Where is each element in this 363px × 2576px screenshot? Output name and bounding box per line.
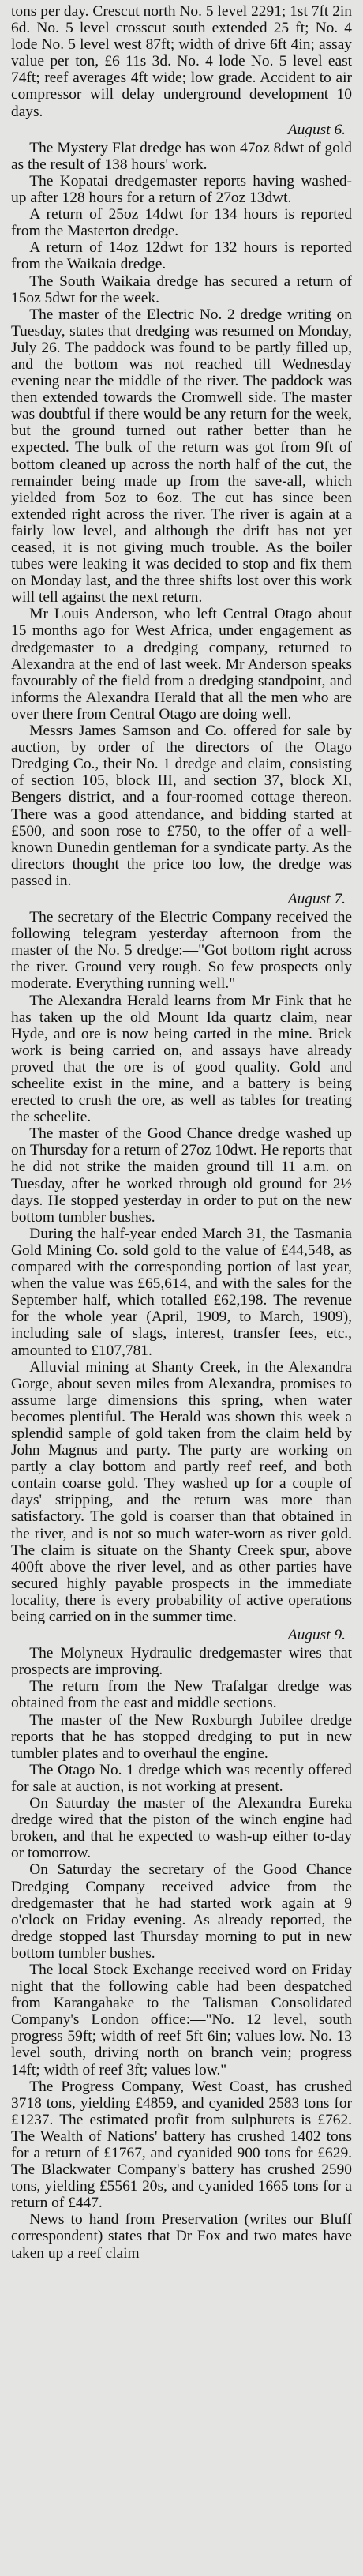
- news-paragraph: The Progress Company, West Coast, has crushed 3718 tons, yielding £4859, and cyanided 2583 tons for £1237. The estimated profit from sulphurets is £762. The Wealth of Nations' battery has crushed 1402 tons for a return of £1767, and cyanided 900 tons for £629. The Blackwater Company's battery has crushed 2590 tons, yielding £5561 20s, and cyanided 1665 tons for a return of £447.: [11, 2078, 352, 2212]
- news-paragraph: The Molyneux Hydraulic dredgemaster wires that prospects are improving.: [11, 1645, 352, 1679]
- dateline: August 7.: [287, 890, 346, 907]
- section-august-6: [11, 122, 352, 889]
- opening-paragraph: tons per day. Crescut north No. 5 level 2291; 1st 7ft 2in 6d. No. 5 level crosscut south extended 25 ft; No. 4 lode No. 5 level west 87ft; width of drive 6ft 4in; assay value per ton, £6 11s 3d. No. 4 lode No. 5 level east 74ft; reef averages 4ft wide; low grade. Accident to air compressor will delay underground development 10 days.: [11, 3, 352, 120]
- news-paragraph: The Mystery Flat dredge has won 47oz 8dwt of gold as the result of 138 hours' work.: [11, 139, 352, 173]
- news-paragraph: A return of 25oz 14dwt for 134 hours is reported from the Masterton dredge.: [11, 206, 352, 240]
- news-paragraph: Alluvial mining at Shanty Creek, in the Alexandra Gorge, about seven miles from Alexandra, promises to assume large dimensions this spring, when water becomes plentiful. The Herald was shown this week a splendid sample of gold taken from the claim held by John Magnus and party. The party are working on partly a clay bottom and partly reef reef, and both contain coarse gold. They washed up for a couple of days' stripping, and the return was more than satisfactory. The gold is coarser than that obtained in the river, and is not so much water-worn as river gold. The claim is situate on the Shanty Creek spur, above 400ft above the river level, and as other parties have secured highly payable prospects in the immediate locality, there is every probability of active operations being carried on in the summer time.: [11, 1358, 352, 1625]
- news-paragraph: Messrs James Samson and Co. offered for sale by auction, by order of the directors of the Otago Dredging Co., their No. 1 dredge and claim, consisting of section 105, block III, and section 37, block XI, Bengers district, and a four-roomed cottage thereon. There was a good attendance, and bidding started at £500, and soon rose to £750, to the offer of a well-known Dunedin gentleman for a syndicate party. As the directors thought the price too low, the dredge was passed in.: [11, 723, 352, 889]
- section-august-7: [11, 891, 352, 1625]
- news-paragraph: The master of the Good Chance dredge washed up on Thursday for a return of 27oz 10dwt. He reports that he did not strike the maiden ground till 11 a.m. on Tuesday, after he worked through old ground for 2½ days. He stopped yesterday in order to put on the new bottom tumbler bushes.: [11, 1125, 352, 1226]
- news-paragraph: The secretary of the Electric Company received the following telegram yesterday afternoon from the master of the No. 5 dredge:—"Got bottom right across the river. Ground very rough. So few prospects only moderate. Everything running well.": [11, 909, 352, 993]
- dateline: August 9.: [287, 1627, 346, 1644]
- news-paragraph: During the half-year ended March 31, the Tasmania Gold Mining Co. sold gold to the value of £44,548, as compared with the corresponding portion of last year, when the value was £65,614, and with the sales for the September half, which totalled £62,198. The revenue for the whole year (April, 1909, to March, 1909), including sale of slags, interest, transfer fees, etc., amounted to £107,781.: [11, 1225, 352, 1359]
- news-paragraph: The Otago No. 1 dredge which was recently offered for sale at auction, is not working at present.: [11, 1761, 352, 1795]
- news-paragraph: The Alexandra Herald learns from Mr Fink that he has taken up the old Mount Ida quartz claim, near Hyde, and ore is now being carted in the mine. Brick work is being carried on, and assays have already proved that the ore is of good quality. Gold and scheelite exist in the mine, and a battery is being erected to crush the ore, as well as tables for treating the scheelite.: [11, 992, 352, 1126]
- news-paragraph: On Saturday the master of the Alexandra Eureka dredge wired that the piston of the winch engine had broken, and that he expected to wash-up either to-day or tomorrow.: [11, 1795, 352, 1862]
- dateline: August 6.: [287, 121, 346, 138]
- news-paragraph: Mr Louis Anderson, who left Central Otago about 15 months ago for West Africa, under engagement as dredgemaster to a dredging company, returned to Alexandra at the end of last week. Mr Anderson speaks favourably of the field from a dredging standpoint, and informs the Alexandra Herald that all the men who are over there from Central Otago are doing well.: [11, 606, 352, 723]
- news-paragraph: The South Waikaia dredge has secured a return of 15oz 5dwt for the week.: [11, 272, 352, 306]
- news-paragraph: The return from the New Trafalgar dredge was obtained from the east and middle sections.: [11, 1678, 352, 1712]
- news-paragraph: The Kopatai dredgemaster reports having washed-up after 128 hours for a return of 27oz 13dwt.: [11, 172, 352, 207]
- news-paragraph: The local Stock Exchange received word on Friday night that the following cable had been despatched from Karangahake to the Talisman Consolidated Company's London office:—"No. 12 level, south progress 59ft; width of reef 5ft 6in; values low. No. 13 level south, driving north on branch vein; progress 14ft; width of reef 3ft; values low.": [11, 1961, 352, 2078]
- news-paragraph: The master of the Electric No. 2 dredge writing on Tuesday, states that dredging was resumed on Monday, July 26. The paddock was found to be partly filled up, and the bottom was not reached till Wednesday evening near the middle of the river. The paddock was then extended towards the Cromwell side. The master was doubtful if there would be any return for the week, but the ground turned out rather better than he expected. The bulk of the return was got from 9ft of bottom cleaned up across the north half of the cut, the remainder being made up from the save-all, which yielded from 5oz to 6oz. The cut has since been extended right across the river. The river is again at a fairly low level, and although the drift has not yet ceased, it is not giving much trouble. As the boiler tubes were leaking it was decided to stop and fix them on Monday last, and the three shifts lost over this work will tell against the next return.: [11, 306, 352, 606]
- section-august-9: [11, 1627, 352, 2262]
- news-paragraph: News to hand from Preservation (writes our Bluff correspondent) states that Dr Fox and two mates have taken up a reef claim: [11, 2211, 352, 2262]
- news-paragraph: On Saturday the secretary of the Good Chance Dredging Company received advice from the dredgemaster that he had started work again at 9 o'clock on Friday evening. As already reported, the dredge stopped last Thursday morning to put in new bottom tumbler bushes.: [11, 1861, 352, 1962]
- news-paragraph: A return of 14oz 12dwt for 132 hours is reported from the Waikaia dredge.: [11, 239, 352, 273]
- news-paragraph: The master of the New Roxburgh Jubilee dredge reports that he has stopped dredging to put in new tumbler plates and to overhaul the engine.: [11, 1711, 352, 1762]
